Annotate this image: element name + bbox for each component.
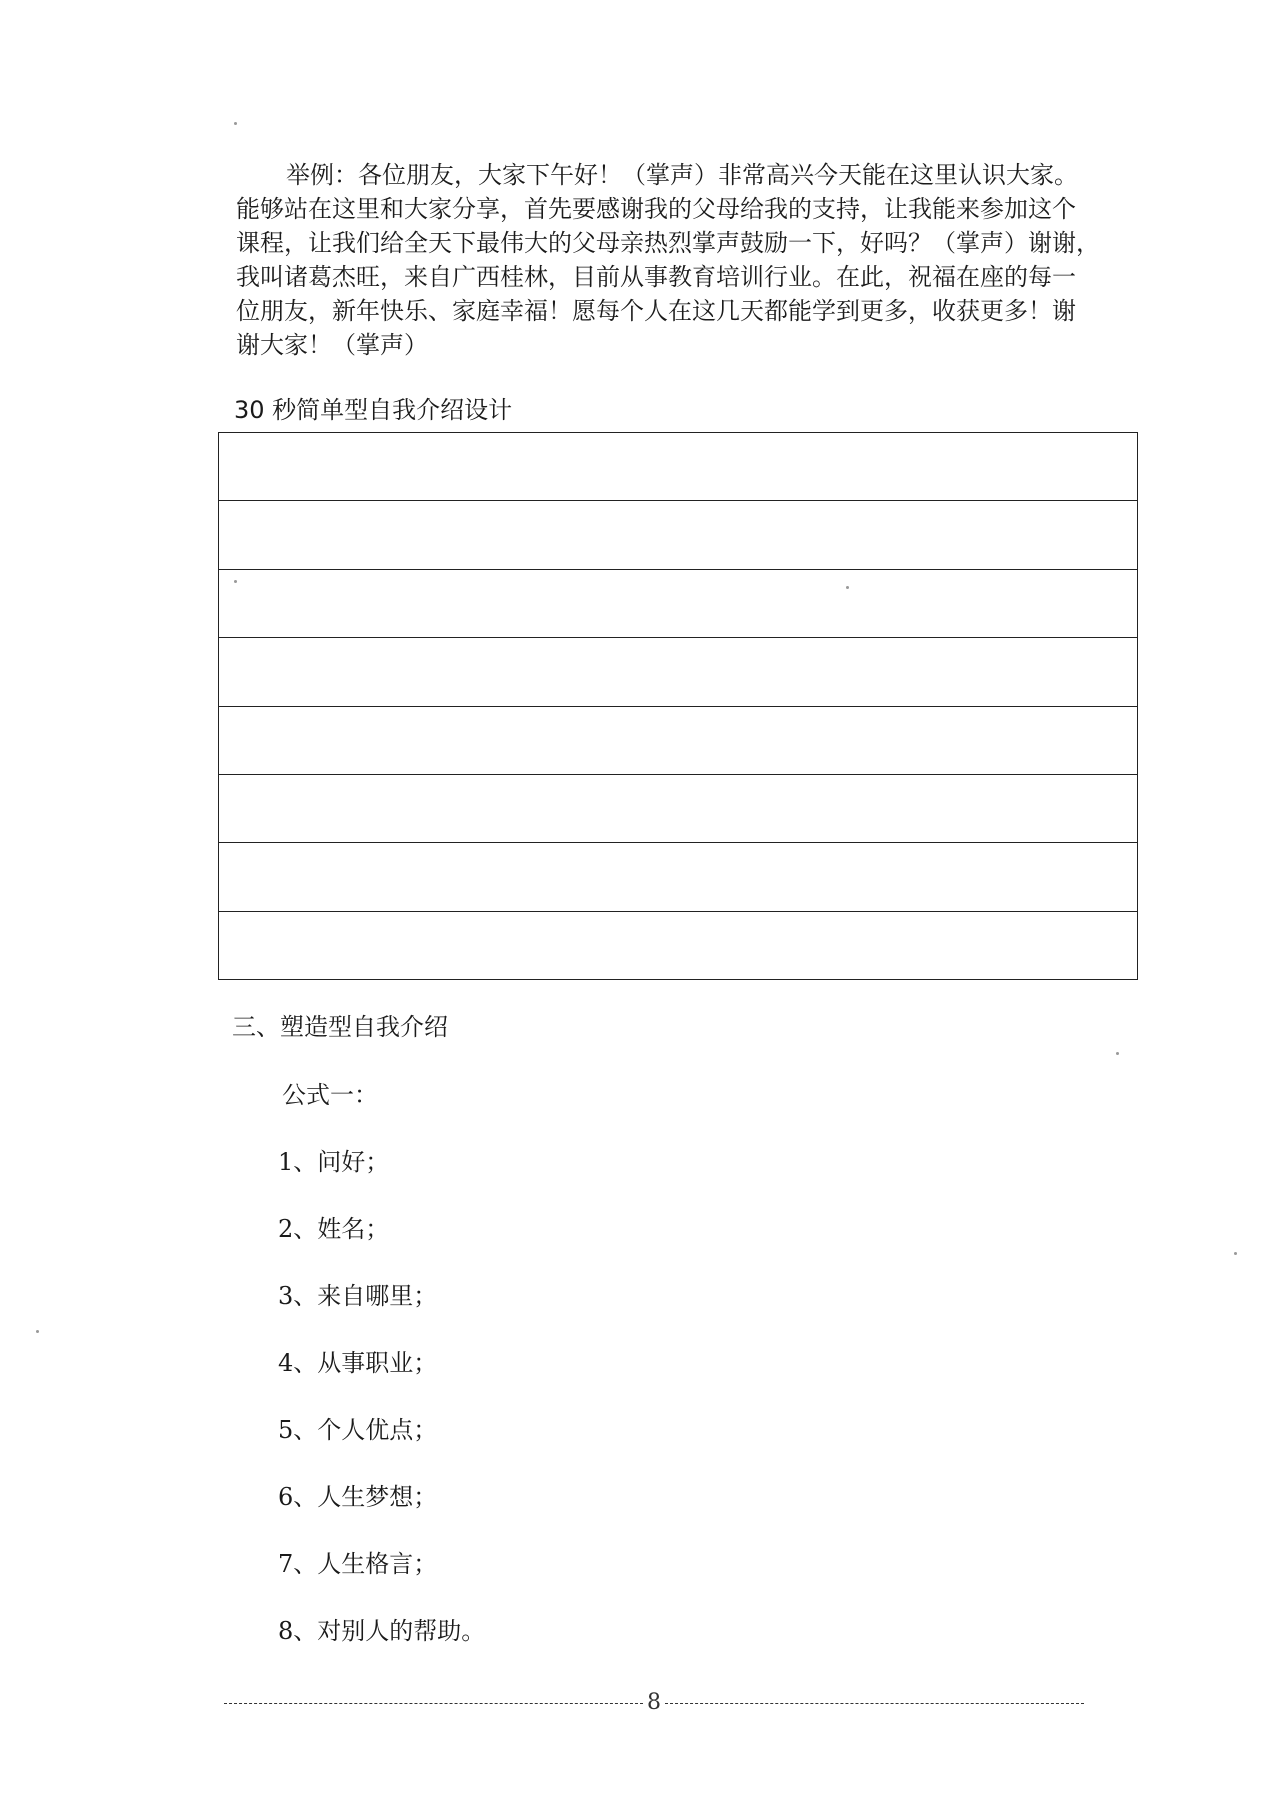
formula-steps-list bbox=[278, 1147, 485, 1683]
example-paragraph bbox=[236, 158, 1136, 362]
writing-row bbox=[219, 638, 1137, 706]
writing-row bbox=[219, 433, 1137, 501]
footer-dashed-rule-left bbox=[224, 1703, 643, 1704]
scan-speck bbox=[846, 586, 849, 589]
paragraph-line: 谢大家！（掌声） bbox=[236, 331, 428, 359]
list-item: 5、个人优点； bbox=[278, 1416, 438, 1444]
list-item: 8、对别人的帮助。 bbox=[278, 1617, 486, 1645]
scan-speck bbox=[1234, 1252, 1237, 1255]
scan-speck bbox=[234, 580, 237, 583]
paragraph-line: 位朋友，新年快乐、家庭幸福！愿每个人在这几天都能学到更多，收获更多！谢 bbox=[236, 297, 1076, 325]
scan-speck bbox=[36, 1330, 39, 1333]
footer-dashed-rule-right bbox=[665, 1703, 1084, 1704]
list-item: 2、姓名； bbox=[278, 1215, 390, 1243]
scan-speck bbox=[234, 122, 237, 125]
page-number: 8 bbox=[647, 1690, 661, 1715]
writing-row bbox=[219, 843, 1137, 911]
writing-row bbox=[219, 775, 1137, 843]
scan-speck bbox=[1116, 1052, 1119, 1055]
worksheet-title: 30 秒简单型自我介绍设计 bbox=[234, 396, 513, 424]
writing-row bbox=[219, 912, 1137, 979]
section-heading: 三、塑造型自我介绍 bbox=[232, 1013, 448, 1041]
list-item: 6、人生梦想； bbox=[278, 1483, 438, 1511]
list-item: 7、人生格言； bbox=[278, 1550, 438, 1578]
list-item: 1、问好； bbox=[278, 1148, 390, 1176]
list-item: 3、来自哪里； bbox=[278, 1282, 438, 1310]
paragraph-line: 能够站在这里和大家分享，首先要感谢我的父母给我的支持，让我能来参加这个 bbox=[236, 195, 1076, 223]
paragraph-line: 举例：各位朋友，大家下午好！（掌声）非常高兴今天能在这里认识大家。 bbox=[286, 161, 1078, 189]
list-item: 4、从事职业； bbox=[278, 1349, 438, 1377]
writing-row bbox=[219, 501, 1137, 569]
paragraph-line: 课程，让我们给全天下最伟大的父母亲热烈掌声鼓励一下，好吗？（掌声）谢谢， bbox=[236, 229, 1100, 257]
formula-label: 公式一： bbox=[282, 1081, 378, 1109]
writing-row bbox=[219, 570, 1137, 638]
writing-row bbox=[219, 707, 1137, 775]
paragraph-line: 我叫诸葛杰旺，来自广西桂林，目前从事教育培训行业。在此，祝福在座的每一 bbox=[236, 263, 1076, 291]
worksheet-writing-box bbox=[218, 432, 1138, 980]
page-footer bbox=[224, 1690, 1084, 1715]
